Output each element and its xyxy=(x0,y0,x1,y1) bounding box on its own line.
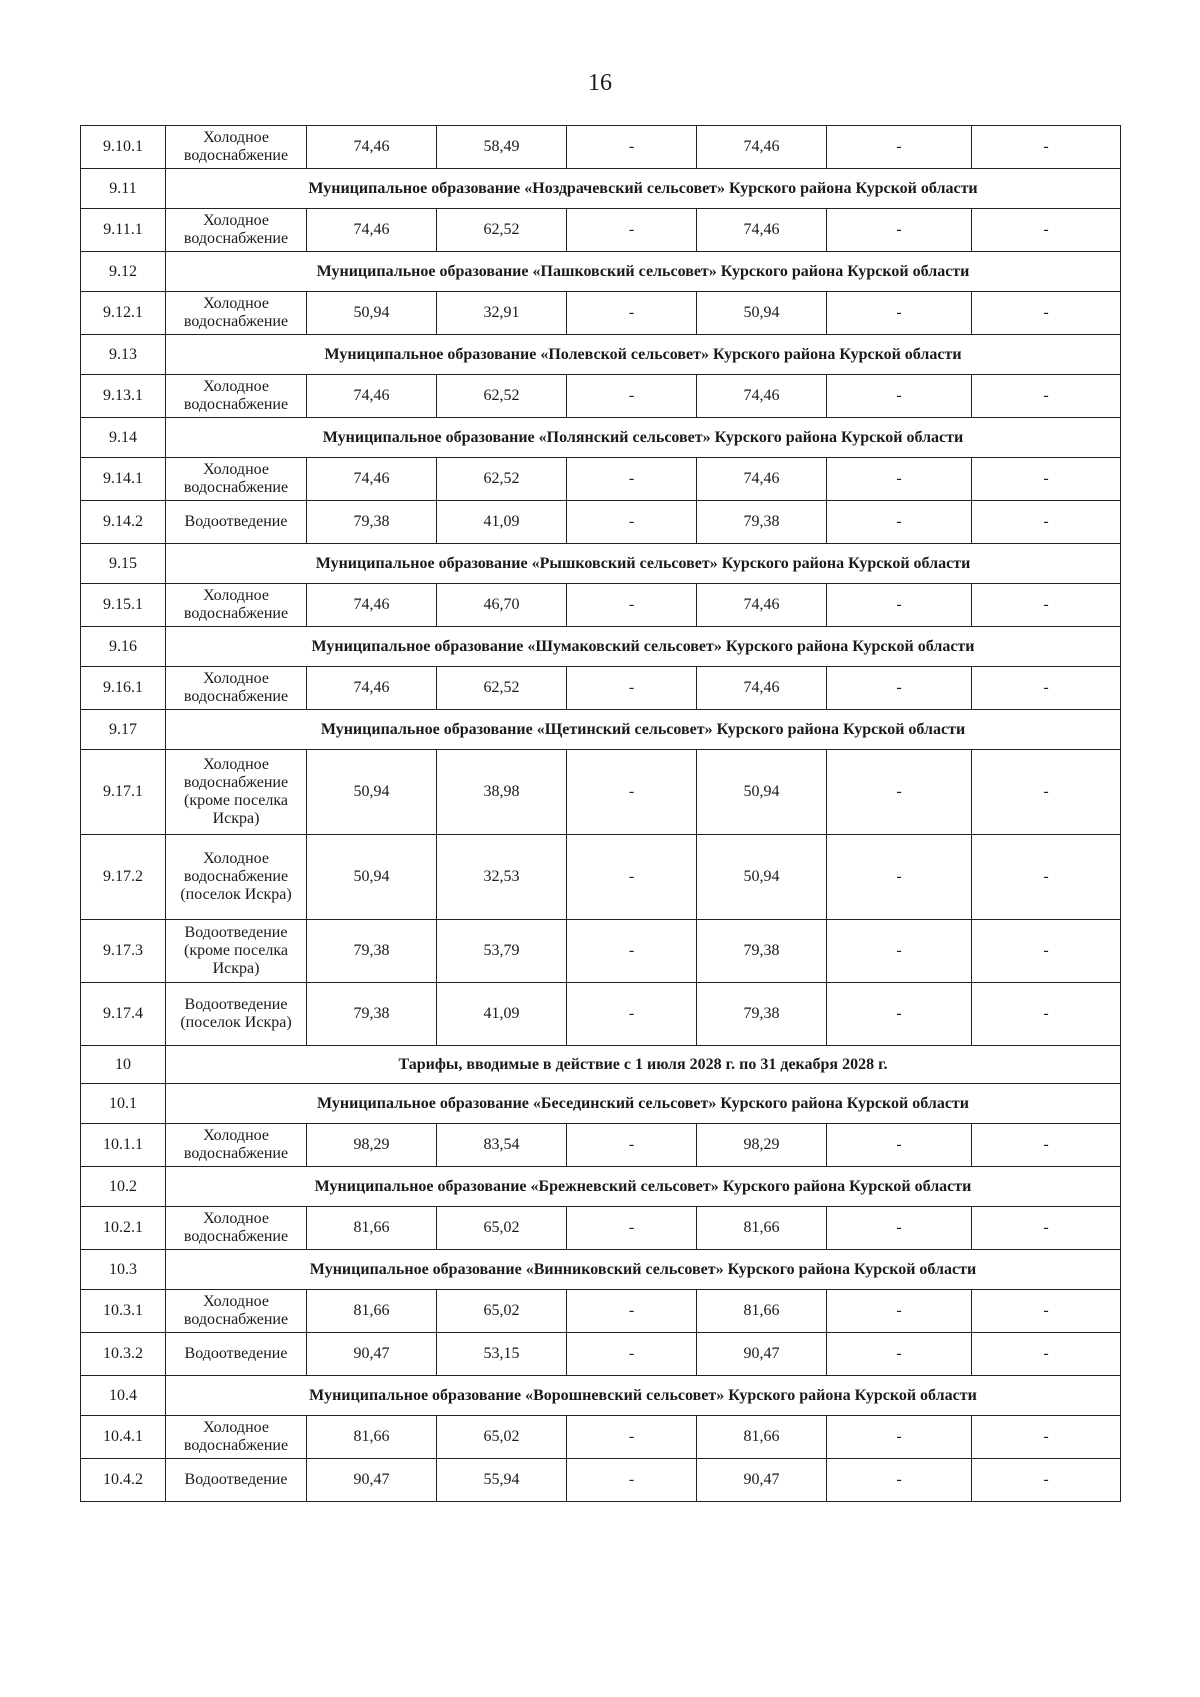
tariff-value: - xyxy=(567,126,697,169)
tariff-value: - xyxy=(827,1207,972,1250)
row-number: 10.3.2 xyxy=(81,1333,166,1376)
row-number: 9.14.2 xyxy=(81,501,166,544)
tariff-value: - xyxy=(827,209,972,252)
service-name: Водоотведение (кроме поселка Искра) xyxy=(166,920,307,983)
tariff-value: - xyxy=(567,835,697,920)
tariff-value: 50,94 xyxy=(697,835,827,920)
tariff-value: - xyxy=(567,501,697,544)
table-row xyxy=(81,1459,1121,1502)
table-row xyxy=(81,292,1121,335)
tariff-value: - xyxy=(972,835,1121,920)
service-name: Холодное водоснабжение xyxy=(166,126,307,169)
municipality-title: Муниципальное образование «Шумаковский сельсовет» Курского района Курской области xyxy=(166,627,1121,667)
tariff-value: - xyxy=(567,920,697,983)
tariff-value: 41,09 xyxy=(437,501,567,544)
row-number: 9.17.2 xyxy=(81,835,166,920)
tariff-value: 79,38 xyxy=(307,501,437,544)
row-number: 9.15 xyxy=(81,544,166,584)
tariff-value: - xyxy=(972,209,1121,252)
tariff-value: 74,46 xyxy=(307,458,437,501)
tariff-value: 32,53 xyxy=(437,835,567,920)
row-number: 9.11 xyxy=(81,169,166,209)
tariff-value: - xyxy=(567,1459,697,1502)
tariff-value: - xyxy=(827,375,972,418)
municipality-header-row xyxy=(81,1167,1121,1207)
tariff-value: - xyxy=(567,292,697,335)
tariff-value: - xyxy=(827,1333,972,1376)
table-row xyxy=(81,750,1121,835)
tariff-value: - xyxy=(827,750,972,835)
section-row xyxy=(81,1046,1121,1084)
tariff-value: 74,46 xyxy=(697,458,827,501)
municipality-header-row xyxy=(81,418,1121,458)
table-row xyxy=(81,126,1121,169)
tariff-value: - xyxy=(567,584,697,627)
table-row xyxy=(81,458,1121,501)
municipality-header-row xyxy=(81,1084,1121,1124)
municipality-title: Муниципальное образование «Рышковский сельсовет» Курского района Курской области xyxy=(166,544,1121,584)
tariff-value: 53,15 xyxy=(437,1333,567,1376)
table-row xyxy=(81,501,1121,544)
municipality-title: Муниципальное образование «Брежневский сельсовет» Курского района Курской области xyxy=(166,1167,1121,1207)
tariff-value: - xyxy=(972,750,1121,835)
tariff-value: - xyxy=(567,1290,697,1333)
row-number: 10.2 xyxy=(81,1167,166,1207)
row-number: 10.1.1 xyxy=(81,1124,166,1167)
service-name: Холодное водоснабжение xyxy=(166,458,307,501)
table-row xyxy=(81,920,1121,983)
tariff-value: 38,98 xyxy=(437,750,567,835)
tariff-value: 74,46 xyxy=(307,375,437,418)
tariff-value: 65,02 xyxy=(437,1290,567,1333)
tariff-value: 74,46 xyxy=(307,667,437,710)
tariff-value: 74,46 xyxy=(697,126,827,169)
tariff-value: 79,38 xyxy=(697,501,827,544)
tariff-value: - xyxy=(972,667,1121,710)
row-number: 9.11.1 xyxy=(81,209,166,252)
tariff-value: - xyxy=(827,1416,972,1459)
tariff-value: - xyxy=(827,292,972,335)
municipality-title: Муниципальное образование «Ворошневский сельсовет» Курского района Курской области xyxy=(166,1376,1121,1416)
service-name: Холодное водоснабжение xyxy=(166,584,307,627)
table-row xyxy=(81,584,1121,627)
row-number: 10.2.1 xyxy=(81,1207,166,1250)
tariff-value: 98,29 xyxy=(307,1124,437,1167)
tariff-value: - xyxy=(827,983,972,1046)
tariff-value: 81,66 xyxy=(697,1207,827,1250)
tariff-value: 50,94 xyxy=(307,292,437,335)
tariff-value: 74,46 xyxy=(307,584,437,627)
municipality-header-row xyxy=(81,544,1121,584)
tariff-value: - xyxy=(972,920,1121,983)
tariff-value: 58,49 xyxy=(437,126,567,169)
tariff-value: 81,66 xyxy=(307,1207,437,1250)
municipality-header-row xyxy=(81,252,1121,292)
tariff-value: - xyxy=(972,584,1121,627)
row-number: 9.10.1 xyxy=(81,126,166,169)
table-row xyxy=(81,1416,1121,1459)
row-number: 10.3 xyxy=(81,1250,166,1290)
tariff-value: - xyxy=(972,1207,1121,1250)
tariff-value: - xyxy=(827,835,972,920)
service-name: Холодное водоснабжение xyxy=(166,375,307,418)
tariff-value: 62,52 xyxy=(437,667,567,710)
tariff-value: 74,46 xyxy=(307,209,437,252)
service-name: Водоотведение xyxy=(166,1333,307,1376)
tariff-value: - xyxy=(972,501,1121,544)
tariff-value: - xyxy=(972,458,1121,501)
tariff-value: - xyxy=(567,667,697,710)
service-name: Холодное водоснабжение (поселок Искра) xyxy=(166,835,307,920)
tariff-value: 74,46 xyxy=(697,209,827,252)
row-number: 10 xyxy=(81,1046,166,1084)
tariff-value: 79,38 xyxy=(307,920,437,983)
tariff-value: 81,66 xyxy=(307,1416,437,1459)
tariff-value: 53,79 xyxy=(437,920,567,983)
service-name: Холодное водоснабжение xyxy=(166,1290,307,1333)
service-name: Водоотведение (поселок Искра) xyxy=(166,983,307,1046)
tariff-value: 74,46 xyxy=(697,584,827,627)
row-number: 9.17.4 xyxy=(81,983,166,1046)
tariff-value: - xyxy=(827,126,972,169)
tariff-value: - xyxy=(567,458,697,501)
service-name: Холодное водоснабжение xyxy=(166,1124,307,1167)
municipality-title: Муниципальное образование «Бесединский сельсовет» Курского района Курской области xyxy=(166,1084,1121,1124)
table-row xyxy=(81,1207,1121,1250)
tariff-value: - xyxy=(567,1207,697,1250)
table-row xyxy=(81,983,1121,1046)
tariff-value: 83,54 xyxy=(437,1124,567,1167)
tariff-value: 74,46 xyxy=(697,375,827,418)
tariff-value: - xyxy=(827,458,972,501)
tariff-value: - xyxy=(567,750,697,835)
tariff-value: 79,38 xyxy=(697,983,827,1046)
tariff-value: 41,09 xyxy=(437,983,567,1046)
row-number: 9.17.3 xyxy=(81,920,166,983)
tariff-value: 81,66 xyxy=(307,1290,437,1333)
tariff-value: 81,66 xyxy=(697,1290,827,1333)
tariff-value: 81,66 xyxy=(697,1416,827,1459)
municipality-title: Муниципальное образование «Ноздрачевский сельсовет» Курского района Курской области xyxy=(166,169,1121,209)
tariff-value: - xyxy=(567,209,697,252)
service-name: Холодное водоснабжение xyxy=(166,667,307,710)
row-number: 10.3.1 xyxy=(81,1290,166,1333)
tariff-value: 62,52 xyxy=(437,209,567,252)
tariff-value: 79,38 xyxy=(307,983,437,1046)
tariff-value: - xyxy=(972,1459,1121,1502)
table-row xyxy=(81,835,1121,920)
table-row xyxy=(81,1124,1121,1167)
tariff-value: 98,29 xyxy=(697,1124,827,1167)
section-title: Тарифы, вводимые в действие с 1 июля 2028 г. по 31 декабря 2028 г. xyxy=(166,1046,1121,1084)
municipality-header-row xyxy=(81,169,1121,209)
tariff-value: 74,46 xyxy=(697,667,827,710)
tariff-value: - xyxy=(827,1290,972,1333)
tariff-value: - xyxy=(972,1124,1121,1167)
row-number: 10.4.1 xyxy=(81,1416,166,1459)
tariff-value: - xyxy=(827,1124,972,1167)
service-name: Холодное водоснабжение xyxy=(166,292,307,335)
row-number: 9.14 xyxy=(81,418,166,458)
tariff-value: 55,94 xyxy=(437,1459,567,1502)
row-number: 9.13.1 xyxy=(81,375,166,418)
row-number: 10.1 xyxy=(81,1084,166,1124)
tariff-value: - xyxy=(972,1333,1121,1376)
tariff-value: - xyxy=(827,667,972,710)
row-number: 9.16 xyxy=(81,627,166,667)
tariff-value: - xyxy=(972,1290,1121,1333)
tariff-value: 62,52 xyxy=(437,458,567,501)
tariff-value: 50,94 xyxy=(697,750,827,835)
tariff-value: - xyxy=(827,584,972,627)
tariff-value: 46,70 xyxy=(437,584,567,627)
tariff-value: 90,47 xyxy=(307,1333,437,1376)
service-name: Водоотведение xyxy=(166,501,307,544)
service-name: Холодное водоснабжение (кроме поселка Искра) xyxy=(166,750,307,835)
tariff-value: - xyxy=(972,983,1121,1046)
tariff-value: 90,47 xyxy=(307,1459,437,1502)
service-name: Водоотведение xyxy=(166,1459,307,1502)
tariff-value: - xyxy=(567,983,697,1046)
service-name: Холодное водоснабжение xyxy=(166,1416,307,1459)
tariff-value: 74,46 xyxy=(307,126,437,169)
municipality-title: Муниципальное образование «Щетинский сельсовет» Курского района Курской области xyxy=(166,710,1121,750)
municipality-title: Муниципальное образование «Полянский сельсовет» Курского района Курской области xyxy=(166,418,1121,458)
tariff-value: 50,94 xyxy=(307,750,437,835)
service-name: Холодное водоснабжение xyxy=(166,209,307,252)
row-number: 9.17 xyxy=(81,710,166,750)
tariff-value: - xyxy=(827,920,972,983)
tariff-value: - xyxy=(972,292,1121,335)
tariff-value: - xyxy=(567,1124,697,1167)
row-number: 9.12.1 xyxy=(81,292,166,335)
tariff-value: - xyxy=(972,375,1121,418)
municipality-title: Муниципальное образование «Пашковский сельсовет» Курского района Курской области xyxy=(166,252,1121,292)
tariff-value: - xyxy=(972,1416,1121,1459)
municipality-header-row xyxy=(81,1376,1121,1416)
row-number: 9.12 xyxy=(81,252,166,292)
tariff-value: 90,47 xyxy=(697,1333,827,1376)
municipality-title: Муниципальное образование «Полевской сельсовет» Курского района Курской области xyxy=(166,335,1121,375)
tariff-value: 65,02 xyxy=(437,1416,567,1459)
row-number: 9.16.1 xyxy=(81,667,166,710)
table-row xyxy=(81,1333,1121,1376)
municipality-header-row xyxy=(81,335,1121,375)
municipality-title: Муниципальное образование «Винниковский сельсовет» Курского района Курской области xyxy=(166,1250,1121,1290)
tariff-table xyxy=(80,125,1121,1502)
municipality-header-row xyxy=(81,627,1121,667)
tariff-value: 90,47 xyxy=(697,1459,827,1502)
row-number: 9.14.1 xyxy=(81,458,166,501)
row-number: 9.15.1 xyxy=(81,584,166,627)
table-row xyxy=(81,209,1121,252)
tariff-value: 62,52 xyxy=(437,375,567,418)
tariff-value: 65,02 xyxy=(437,1207,567,1250)
row-number: 10.4.2 xyxy=(81,1459,166,1502)
tariff-value: - xyxy=(567,375,697,418)
tariff-value: - xyxy=(827,1459,972,1502)
tariff-value: 50,94 xyxy=(307,835,437,920)
table-row xyxy=(81,375,1121,418)
tariff-value: 79,38 xyxy=(697,920,827,983)
municipality-header-row xyxy=(81,1250,1121,1290)
tariff-value: 32,91 xyxy=(437,292,567,335)
service-name: Холодное водоснабжение xyxy=(166,1207,307,1250)
page-number: 16 xyxy=(588,70,612,96)
row-number: 9.17.1 xyxy=(81,750,166,835)
row-number: 10.4 xyxy=(81,1376,166,1416)
tariff-value: - xyxy=(827,501,972,544)
tariff-value: 50,94 xyxy=(697,292,827,335)
table-row xyxy=(81,667,1121,710)
municipality-header-row xyxy=(81,710,1121,750)
tariff-value: - xyxy=(567,1333,697,1376)
tariff-value: - xyxy=(972,126,1121,169)
table-row xyxy=(81,1290,1121,1333)
tariff-value: - xyxy=(567,1416,697,1459)
row-number: 9.13 xyxy=(81,335,166,375)
